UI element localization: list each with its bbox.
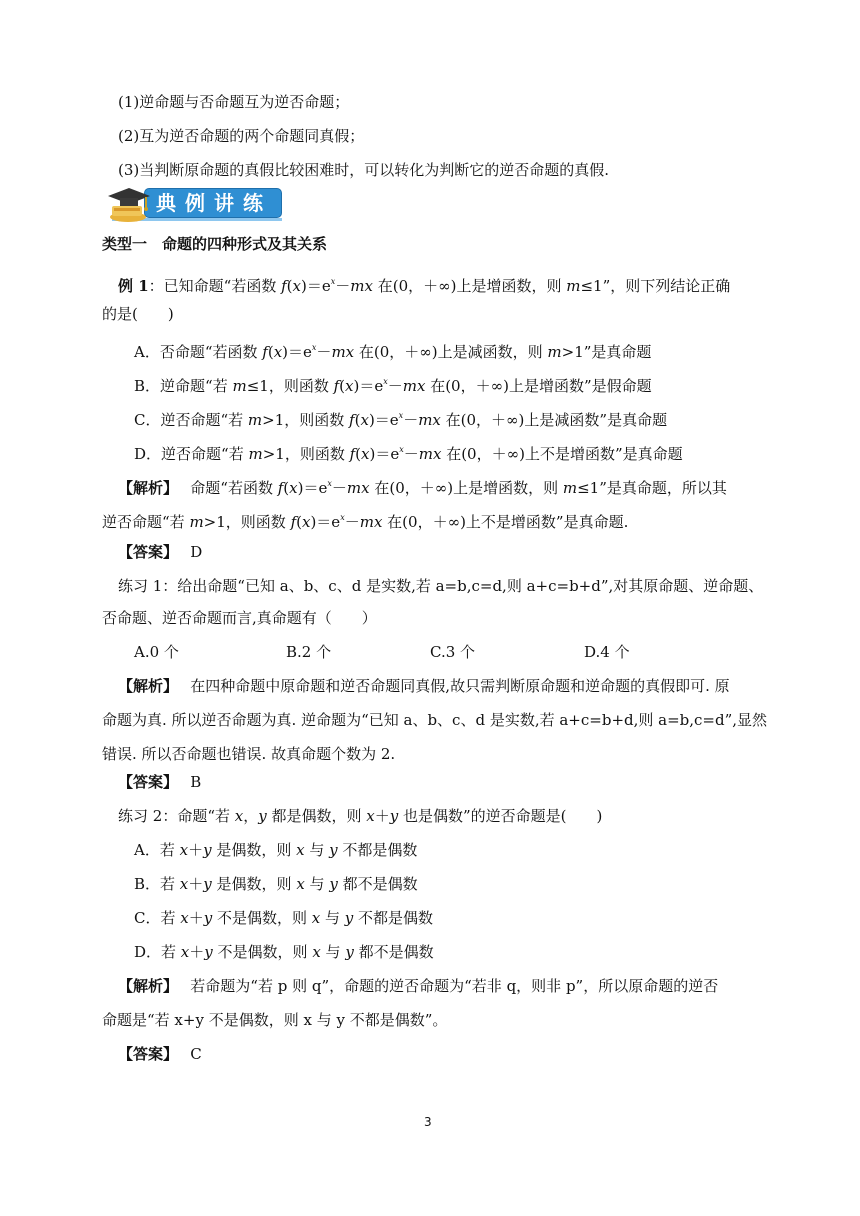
exercise-2-analysis-line-1 <box>118 976 718 996</box>
exercise-1-option-b: B.2 个 <box>286 643 332 661</box>
exercise-1-line-2: 否命题、逆否命题而言,真命题有（ ） <box>102 609 377 627</box>
example-1-line-2: 的是( ) <box>102 305 174 323</box>
exercise-2-label: 练习 2 <box>118 807 163 825</box>
example-1-analysis-line-2: 逆否命题“若 m>1，则函数 $f(x)=e^x-mx$ 在(0，＋∞)上不是增函数”是真命题. <box>102 513 629 531</box>
exercise-1-analysis-line-2: 命题为真. 所以逆否命题为真. 逆命题为“已知 a、b、c、d 是实数,若 a+c=b+d,则 a=b,c=d”,显然 <box>102 711 768 729</box>
example-1-option-a: A．否命题“若函数 $f(x)=e^x-mx$ 在(0，＋∞)上是减函数，则 m>1”是真命题 <box>134 343 652 361</box>
section-banner <box>104 184 282 224</box>
answer-tag: 【答案】 <box>118 1045 171 1063</box>
exercise-2-option-d: D．若 x＋y 不是偶数，则 x 与 y 都不是偶数 <box>134 943 434 961</box>
exercise-2-analysis-text-1: 若命题为“若 p 则 q”，命题的逆否命题为“若非 q，则非 p”，所以原命题的逆否 <box>190 977 719 995</box>
example-1-option-c: C．逆否命题“若 m>1，则函数 $f(x)=e^x-mx$ 在(0，＋∞)上是减函数”是真命题 <box>134 411 668 429</box>
exercise-1-analysis-text-1: 在四种命题中原命题和逆否命题同真假,故只需判断原命题和逆命题的真假即可. 原 <box>190 677 730 695</box>
exercise-1-answer-value: B <box>190 773 202 791</box>
banner-title: 典例讲练 <box>156 191 272 215</box>
exercise-2-line-1: 练习 2：命题“若 x，y 都是偶数，则 x＋y 也是偶数”的逆否命题是( ) <box>118 807 603 825</box>
analysis-tag: 【解析】 <box>118 977 171 995</box>
graduation-cap-icon <box>104 184 154 224</box>
exercise-2-option-c: C．若 x＋y 不是偶数，则 x 与 y 不都是偶数 <box>134 909 434 927</box>
example-1-analysis-line-1: 【解析】 命题“若函数 $f(x)=e^x-mx$ 在(0，＋∞)上是增函数，则 m≤1”是真命题，所以其 <box>118 479 727 497</box>
exercise-2-answer-value: C <box>190 1045 202 1063</box>
example-1-label: 例 1 <box>118 277 149 295</box>
exercise-2-option-a: A．若 x＋y 是偶数，则 x 与 y 不都是偶数 <box>134 841 418 859</box>
page-number: 3 <box>424 1115 432 1129</box>
exercise-2-analysis-line-2: 命题是“若 x+y 不是偶数，则 x 与 y 不都是偶数”。 <box>102 1011 448 1029</box>
example-1-answer <box>118 542 202 562</box>
exercise-1-analysis-line-3: 错误. 所以否命题也错误. 故真命题个数为 2. <box>102 745 396 763</box>
exercise-1-answer <box>118 772 201 792</box>
section-heading: 类型一 命题的四种形式及其关系 <box>102 235 328 253</box>
exercise-1-line-1: 练习 1：给出命题“已知 a、b、c、d 是实数,若 a=b,c=d,则 a+c=b+d”,对其原命题、逆命题、 <box>118 577 764 595</box>
example-1-line-1 <box>118 272 730 296</box>
exercise-1-option-c: C.3 个 <box>430 643 476 661</box>
answer-tag: 【答案】 <box>118 543 171 561</box>
exercise-2-answer <box>118 1044 202 1064</box>
exercise-1-analysis-line-1 <box>118 676 730 696</box>
example-1-option-b: B．逆命题“若 m≤1，则函数 $f(x)=e^x-mx$ 在(0，＋∞)上是增函数”是假命题 <box>134 377 652 395</box>
example-1-option-d: D．逆否命题“若 m>1，则函数 $f(x)=e^x-mx$ 在(0，＋∞)上不是增函数”是真命题 <box>134 445 683 463</box>
example-1-answer-value: D <box>190 543 203 561</box>
answer-tag: 【答案】 <box>118 773 171 791</box>
analysis-tag: 【解析】 <box>118 479 171 497</box>
example-1-text-1: ：已知命题“若函数 $f(x)=e^x-mx$ 在(0，＋∞)上是增函数，则 m≤1”，则下列结论正确 <box>148 277 731 295</box>
note-2: (2)互为逆否命题的两个命题同真假； <box>118 127 365 145</box>
exercise-1-option-a: A.0 个 <box>134 643 179 661</box>
note-3: (3)当判断原命题的真假比较困难时，可以转化为判断它的逆否命题的真假. <box>118 161 610 179</box>
analysis-tag: 【解析】 <box>118 677 171 695</box>
exercise-2-option-b: B．若 x＋y 是偶数，则 x 与 y 都不是偶数 <box>134 875 418 893</box>
exercise-1-option-d: D.4 个 <box>584 643 630 661</box>
note-1: (1)逆命题与否命题互为逆否命题； <box>118 93 350 111</box>
